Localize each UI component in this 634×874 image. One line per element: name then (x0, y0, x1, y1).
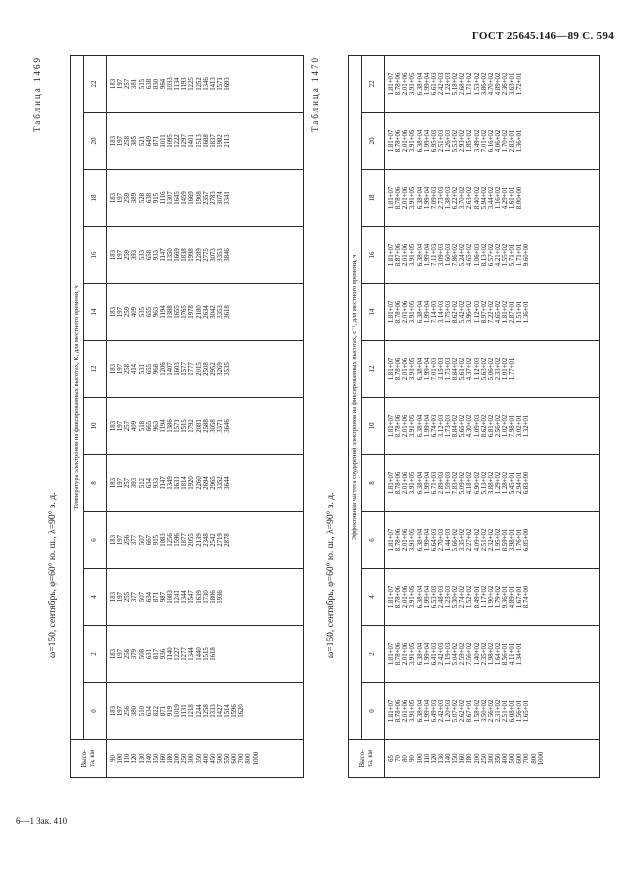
table-1469-desc: Температура электронов на фиксированных высотах, К, для местного времени, ч (71, 55, 84, 739)
value-column-20: 1.81+07 8.78+06 2.01+06 3.91+05 6.38+04 1.99+04 6.95+03 2.51+03 1.26+03 5.53+02 2.93+02 1.85+02 3.49+02 7.01+02 6.16+02 4.06+02 1.70+02 2.83+01 1.36+01 (385, 113, 600, 170)
time-header-14: 14 (362, 284, 385, 341)
value-column-0: 1.81+07 8.78+06 2.01+06 3.91+05 6.38+04 1.99+04 6.49+03 2.42+03 1.20+03 5.07+02 2.62+02 8.67+01 1.58+02 3.50+02 2.56+02 2.31+02 2.51+01 6.08+01 1.56+01 1.65+01 (385, 683, 600, 740)
table-1469-label: Таблица 1469 (32, 56, 42, 132)
height-header: Высо- та, км (349, 740, 385, 778)
time-header-8: 8 (84, 455, 107, 512)
value-column-10: 183 197 257 409 518 665 963 1194 1386 1571 1515 1792 2081 2588 3058 3371 3646 (107, 398, 304, 455)
time-header-22: 22 (84, 55, 107, 112)
time-header-4: 4 (362, 569, 385, 626)
value-column-0: 183 197 256 380 510 634 822 871 919 1019 1131 1218 1244 1258 1333 1427 1514 1596 1620 (107, 683, 304, 740)
table-1469 (70, 55, 304, 778)
time-header-8: 8 (362, 455, 385, 512)
value-column-20: 183 197 258 385 521 649 871 1011 1095 1222 1297 1401 1513 1688 1837 1982 2113 (107, 113, 304, 170)
page-header: ГОСТ 25645.146—89 С. 594 (471, 30, 614, 42)
page-footer: 6—1 Зак. 410 (16, 816, 68, 826)
value-column-8: 183 197 257 393 512 634 933 1147 1349 1631 1814 1920 2260 2694 2965 3352 3644 (107, 455, 304, 512)
table-1469-block (32, 56, 304, 778)
value-column-12: 1.81+07 8.78+06 2.01+06 3.91+05 6.38+04 1.99+04 7.01+03 3.15+03 1.73+03 8.84+02 5.61+02 4.37+02 1.12+03 5.63+02 5.06+02 2.33+02 1.01+02 1.77+01 (385, 341, 600, 398)
value-column-4: 183 197 255 377 507 634 871 987 1083 1241 1344 1547 1639 1730 1806 1936 (107, 569, 304, 626)
time-header-2: 2 (362, 626, 385, 683)
value-column-2: 183 197 256 379 508 631 817 936 1140 1227 1277 1344 1440 1515 1618 (107, 626, 304, 683)
value-column-14: 1.81+07 8.78+06 2.01+06 3.91+05 6.38+04 1.99+04 7.14+03 3.14+03 1.75+03 8.62+02 5.42+02 3.96+02 1.12+03 8.97+02 7.22+02 4.65+02 1.81+02 2.87+01 1.51+01 1.36+01 (385, 284, 600, 341)
time-header-4: 4 (84, 569, 107, 626)
time-header-0: 0 (84, 683, 107, 740)
table-1470-params: ω=150, сентябрь, φ=60° ю. ш., λ=90° з. д. (326, 492, 336, 658)
value-column-18: 183 197 259 389 528 638 915 1116 1307 1645 1459 1669 1908 2357 2783 3074 3341 (107, 170, 304, 227)
height-header: Высо- та, км (71, 740, 107, 778)
table-1470-label: Таблица 1470 (310, 56, 320, 132)
value-column-6: 183 197 256 377 507 667 915 1083 1256 1596 1877 2055 2139 2348 2542 2719 2878 (107, 512, 304, 569)
value-column-22: 183 197 257 381 515 638 830 964 1033 1134 1193 1225 1252 1346 1413 1571 1693 (107, 55, 304, 112)
time-header-16: 16 (362, 227, 385, 284)
time-header-12: 12 (84, 341, 107, 398)
time-header-2: 2 (84, 626, 107, 683)
time-header-6: 6 (84, 512, 107, 569)
value-column-16: 183 197 259 393 533 658 933 1147 1350 1669 1838 1998 2289 2775 3073 3353 3846 (107, 227, 304, 284)
time-header-6: 6 (362, 512, 385, 569)
time-header-0: 0 (362, 683, 385, 740)
value-column-14: 183 197 259 409 535 655 963 1194 1388 1655 1765 1978 2180 2634 3042 3353 3618 (107, 284, 304, 341)
time-header-22: 22 (362, 55, 385, 112)
time-header-14: 14 (84, 284, 107, 341)
table-1470-block (310, 56, 602, 778)
time-header-18: 18 (84, 170, 107, 227)
value-column-16: 1.81+07 8.87+06 2.01+06 3.91+05 6.38+04 1.99+04 7.11+03 3.09+03 1.60+03 7.86+02 5.24+02 4.65+02 1.06+03 8.13+02 6.57+02 4.21+02 1.55+02 5.71+01 1.71+01 9.60+00 (385, 227, 600, 284)
value-column-10: 1.81+07 8.78+06 2.01+06 3.91+05 6.38+04 1.99+04 6.74+03 3.12+03 1.73+03 8.84+02 5.65+02 4.30+02 1.09+03 8.62+02 6.81+02 2.56+02 1.02+02 7.98+01 3.02+01 1.32+01 (385, 398, 600, 455)
value-column-2: 1.81+07 8.78+06 2.01+06 3.91+05 6.38+04 1.99+04 6.41+03 2.42+03 1.19+03 5.04+02 2.59+02 7.56+02 1.40+02 2.35+02 1.98+02 1.64+02 8.56+01 4.11+01 1.34+01 (385, 626, 600, 683)
time-header-12: 12 (362, 341, 385, 398)
table-1469-params: ω=150, сентябрь, φ=60° ю. ш., λ=90° з. д. (48, 492, 58, 658)
value-column-12: 183 197 258 414 531 655 968 1206 1407 1603 1577 1777 2015 2508 2952 3269 3535 (107, 341, 304, 398)
value-column-4: 1.81+07 8.78+06 2.01+06 3.91+05 6.38+04 1.99+04 6.53+03 2.48+03 1.23+03 5.30+02 2.74+02 1.52+02 8.49+01 1.17+02 1.90+02 1.79+02 9.36+01 4.89+01 1.67+01 8.74+00 (385, 569, 600, 626)
height-column: 65 70 80 90 100 110 120 130 140 150 160 180 200 250 300 350 400 500 600 700 800 1000 (385, 740, 600, 778)
time-header-10: 10 (84, 398, 107, 455)
time-header-18: 18 (362, 170, 385, 227)
time-header-20: 20 (84, 113, 107, 170)
value-column-6: 1.81+07 8.78+06 2.01+06 3.91+05 6.38+04 1.99+04 6.64+03 2.70+03 1.44+03 5.66+02 3.35+02 2.27+02 4.09+02 2.51+02 2.32+02 1.95+02 8.59+01 3.98+01 1.76+01 6.85+00 (385, 512, 600, 569)
table-1470 (348, 55, 600, 778)
value-column-22: 1.81+07 8.78+06 2.01+06 3.91+05 6.38+04 1.99+04 6.61+03 2.42+03 1.22+03 5.18+02 2.68+02 1.71+02 1.53+02 3.86+02 4.70+02 4.89+02 2.36+02 3.63+01 1.72+01 (385, 55, 600, 112)
time-header-10: 10 (362, 398, 385, 455)
value-column-8: 1.81+07 8.78+06 2.01+06 3.91+05 6.38+04 1.99+04 6.71+03 2.89+03 1.59+03 7.83+02 5.09+02 4.18+02 6.90+02 5.13+02 3.88+02 1.29+02 1.28+02 5.45+01 2.94+01 6.83+00 (385, 455, 600, 512)
height-column: 90 100 110 120 130 140 150 160 180 200 250 300 350 400 450 500 550 600 700 800 1000 (107, 740, 304, 778)
time-header-20: 20 (362, 113, 385, 170)
time-header-16: 16 (84, 227, 107, 284)
value-column-18: 1.81+07 8.78+06 2.01+06 3.91+05 6.38+04 1.99+04 7.09+03 2.73+03 1.38+03 6.22+02 3.70+02 2.63+02 8.40+02 5.94+02 3.44+02 1.16+02 4.29+01 1.61+01 8.00+00 (385, 170, 600, 227)
table-1470-desc: Эффективная частота соударений электронов на фиксированных высотах, с⁻¹, для местного времени, ч (349, 55, 362, 739)
